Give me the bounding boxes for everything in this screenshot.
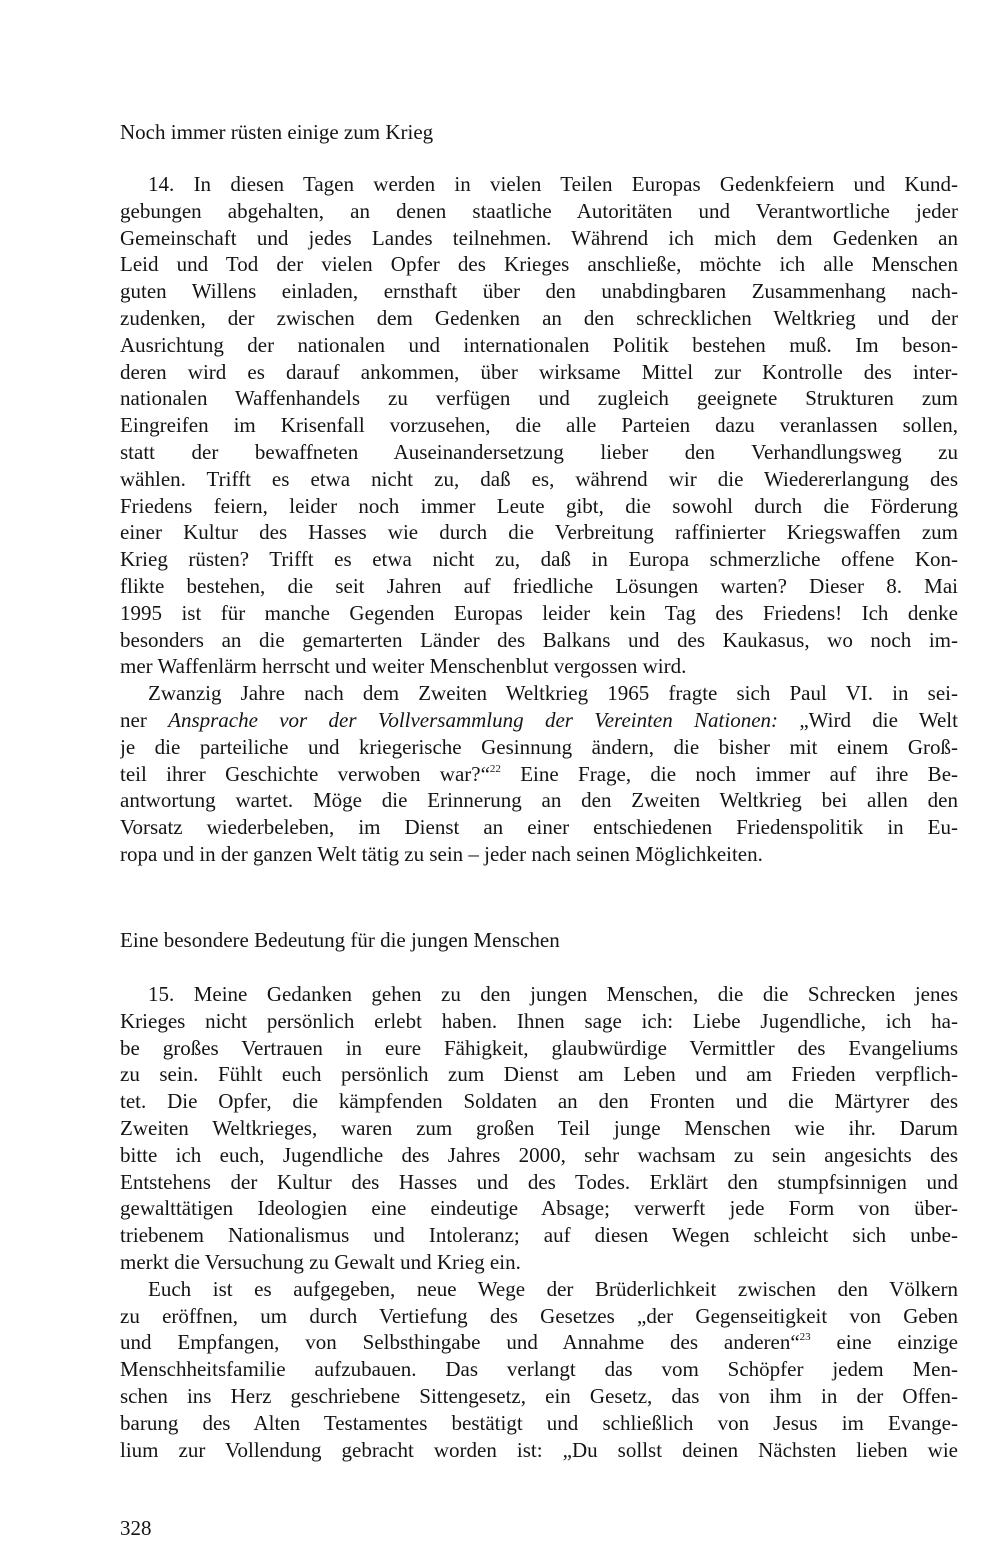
text-line: zu sein. Fühlt euch persönlich zum Dienst am Leben und am Frieden verpflich- [120, 1062, 958, 1087]
text-line [120, 1329, 958, 1356]
paragraph [120, 171, 958, 680]
text-line: 14. In diesen Tagen werden in vielen Teilen Europas Gedenkfeiern und Kund- [148, 172, 958, 196]
text-line: Euch ist es aufgegeben, neue Wege der Brüderlichkeit zwischen den Völkern [148, 1276, 958, 1301]
text-line: Friedens feiern, leider noch immer Leute gibt, die sowohl durch die Förderung [120, 493, 958, 518]
text-line: flikte bestehen, die seit Jahren auf friedliche Lösungen warten? Dieser 8. Mai [120, 573, 958, 598]
text-run: „Wird die Welt [778, 707, 958, 732]
text-line: Menschheitsfamilie aufzubauen. Das verlangt das vom Schöpfer jedem Men- [120, 1357, 958, 1382]
paragraph [120, 1276, 958, 1464]
text-line: deren wird es darauf ankommen, über wirksame Mittel zur Kontrolle des inter- [120, 359, 958, 384]
text-line: barung des Alten Testamentes bestätigt und schließlich von Jesus im Evange- [120, 1410, 958, 1435]
section-heading: Noch immer rüsten einige zum Krieg [120, 120, 434, 144]
paragraph [120, 680, 958, 868]
text-line [120, 761, 958, 788]
text-line: Krieges nicht persönlich erlebt haben. Ihnen sage ich: Liebe Jugendliche, ich ha- [120, 1008, 958, 1033]
text-line: Entstehens der Kultur des Hasses und des Todes. Erklärt den stumpfsinnigen und [120, 1169, 958, 1194]
section-body [120, 981, 958, 1463]
footnote-marker: 23 [799, 1331, 811, 1344]
text-line: guten Willens einladen, ernsthaft über den unabdingbaren Zusammenhang nach- [120, 279, 958, 304]
text-line: mer Waffenlärm herrscht und weiter Menschenblut vergossen wird. [120, 654, 687, 679]
text-line: schen ins Herz geschriebene Sittengesetz, ein Gesetz, das von ihm in der Offen- [120, 1383, 958, 1408]
text-run: eine einzige [810, 1330, 958, 1355]
text-run: ner [120, 707, 169, 732]
text-line: be großes Vertrauen in eure Fähigkeit, glaubwürdige Vermittler des Evangeliums [120, 1035, 958, 1060]
page-number: 328 [120, 1516, 152, 1540]
paragraph [120, 981, 958, 1276]
text-line: gewalttätigen Ideologien eine eindeutige Absage; verwerft jede Form von über- [120, 1196, 958, 1221]
text-line: Zwanzig Jahre nach dem Zweiten Weltkrieg 1965 fragte sich Paul VI. in sei- [148, 681, 958, 706]
text-line: Leid und Tod der vielen Opfer des Krieges anschließe, möchte ich alle Menschen [120, 252, 958, 277]
text-line: lium zur Vollendung gebracht worden ist: „Du sollst deinen Nächsten lieben wie [120, 1437, 958, 1462]
text-line: statt der bewaffneten Auseinandersetzung lieber den Verhandlungsweg zu [120, 439, 958, 464]
text-line: 15. Meine Gedanken gehen zu den jungen Menschen, die die Schrecken jenes [148, 982, 958, 1006]
text-line: merkt die Versuchung zu Gewalt und Krieg ein. [120, 1249, 521, 1274]
text-line: Eingreifen im Krisenfall vorzusehen, die alle Parteien dazu veranlassen sollen, [120, 413, 958, 438]
text-line: Krieg rüsten? Trifft es etwa nicht zu, daß in Europa schmerzliche offene Kon- [120, 547, 958, 572]
text-line: Zweiten Weltkrieges, waren zum großen Teil junge Menschen wie ihr. Darum [120, 1115, 958, 1140]
text-line: Vorsatz wiederbeleben, im Dienst an einer entschiedenen Friedenspolitik in Eu- [120, 815, 958, 840]
text-line: ropa und in der ganzen Welt tätig zu sein – jeder nach seinen Möglichkeiten. [120, 841, 763, 866]
text-line: wählen. Trifft es etwa nicht zu, daß es, während wir die Wiedererlangung des [120, 466, 958, 491]
text-line: je die parteiliche und kriegerische Gesinnung ändern, die bisher mit einem Groß- [120, 734, 958, 759]
text-line: triebenem Nationalismus und Intoleranz; auf diesen Wegen schleicht sich unbe- [120, 1223, 958, 1248]
text-run: teil ihrer Geschichte verwoben war?“ [120, 761, 490, 786]
text-line: besonders an die gemarterten Länder des Balkans und des Kaukasus, wo noch im- [120, 627, 958, 652]
text-line: antwortung wartet. Möge die Erinnerung an den Zweiten Weltkrieg bei allen den [120, 788, 958, 813]
section-body [120, 171, 958, 868]
text-run: Eine Frage, die noch immer auf ihre Be- [500, 761, 958, 786]
text-line: Gemeinschaft und jedes Landes teilnehmen. Während ich mich dem Gedenken an [120, 225, 958, 250]
text-run: und Empfangen, von Selbsthingabe und Annahme des anderen“ [120, 1330, 800, 1355]
text-line: Ausrichtung der nationalen und internationalen Politik bestehen muß. Im beson- [120, 332, 958, 357]
text-line: gebungen abgehalten, an denen staatliche Autoritäten und Verantwortliche jeder [120, 198, 958, 223]
footnote-marker: 22 [489, 762, 501, 775]
text-line: bitte ich euch, Jugendliche des Jahres 2000, sehr wachsam zu sein angesichts des [120, 1142, 958, 1167]
text-line [120, 707, 958, 734]
text-line: nationalen Waffenhandels zu verfügen und zugleich geeignete Strukturen zum [120, 386, 958, 411]
text-line: tet. Die Opfer, die kämpfenden Soldaten an den Fronten und die Märtyrer des [120, 1089, 958, 1114]
italic-title: Ansprache vor der Vollversammlung der Vereinten Nationen: [168, 707, 779, 732]
text-line: zu eröffnen, um durch Vertiefung des Gesetzes „der Gegenseitigkeit von Geben [120, 1303, 958, 1328]
text-line: zudenken, der zwischen dem Gedenken an den schrecklichen Weltkrieg und der [120, 305, 958, 330]
text-line: einer Kultur des Hasses wie durch die Verbreitung raffinierter Kriegswaffen zum [120, 520, 958, 545]
section-heading: Eine besondere Bedeutung für die jungen Menschen [120, 928, 560, 952]
text-line: 1995 ist für manche Gegenden Europas leider kein Tag des Friedens! Ich denke [120, 600, 958, 625]
